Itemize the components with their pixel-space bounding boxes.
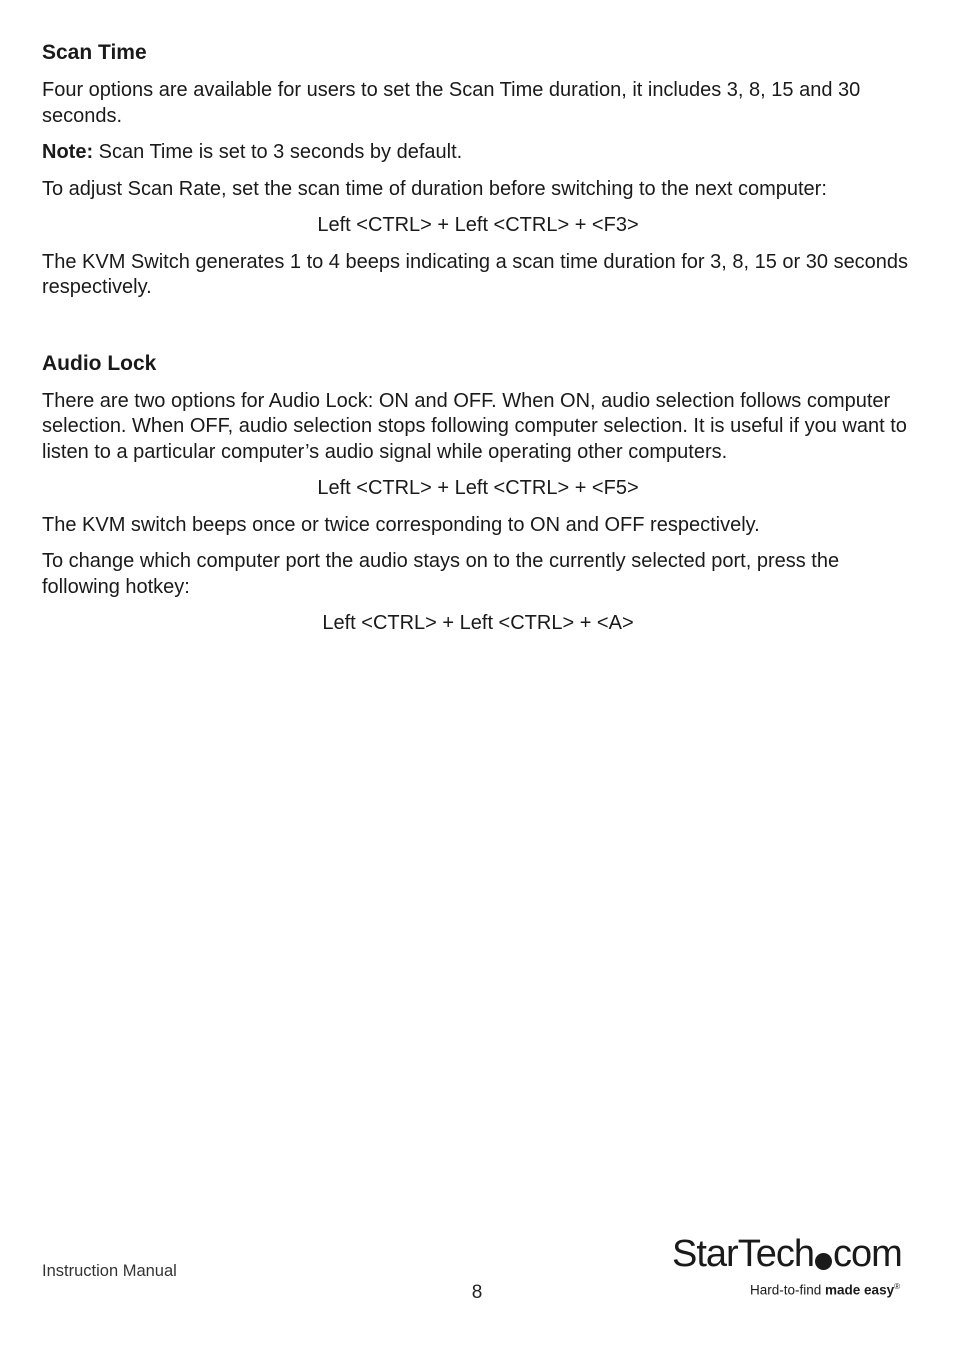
scan-time-section (42, 38, 914, 301)
hotkey-scan-time: Left <CTRL> + Left <CTRL> + <F3> (317, 214, 639, 236)
note-text: Scan Time is set to 3 seconds by default. (93, 141, 463, 163)
paragraph: There are two options for Audio Lock: ON and OFF. When ON, audio selection follows computer selection. When OFF, audio selection stops following computer selection. It is useful if you want to listen to a particular computer’s audio signal while operating other computers. (42, 389, 907, 463)
logo-domain: com (832, 1233, 902, 1275)
startech-logo (672, 1232, 912, 1302)
footer-label: Instruction Manual (42, 1262, 177, 1280)
document-body (42, 38, 914, 648)
note-paragraph (42, 140, 914, 166)
logo-dot-icon (815, 1253, 832, 1270)
paragraph: The KVM Switch generates 1 to 4 beeps indicating a scan time duration for 3, 8, 15 or 30 seconds respectively. (42, 250, 909, 298)
note-label: Note: (42, 141, 94, 163)
paragraph: The KVM switch beeps once or twice corresponding to ON and OFF respectively. (42, 513, 760, 536)
tagline-bold: made easy (825, 1282, 895, 1298)
audio-lock-section (42, 349, 914, 637)
logo-wordmark (672, 1232, 902, 1276)
tagline-light: Hard-to-find (750, 1282, 826, 1298)
registered-mark: ® (894, 1282, 900, 1291)
hotkey-audio-port: Left <CTRL> + Left <CTRL> + <A> (322, 612, 634, 634)
page-number: 8 (471, 1282, 483, 1303)
paragraph: To change which computer port the audio stays on to the currently selected port, press the following hotkey: (42, 550, 840, 598)
logo-brand: StarTech (672, 1233, 814, 1275)
hotkey-audio-lock: Left <CTRL> + Left <CTRL> + <F5> (317, 477, 639, 499)
section-spacer (42, 312, 914, 349)
section-heading-scan-time: Scan Time (42, 41, 147, 64)
paragraph: To adjust Scan Rate, set the scan time of duration before switching to the next computer: (42, 177, 827, 200)
logo-tagline (750, 1282, 900, 1298)
paragraph: Four options are available for users to set the Scan Time duration, it includes 3, 8, 15 and 30 seconds. (42, 79, 861, 127)
section-heading-audio-lock: Audio Lock (42, 351, 157, 375)
